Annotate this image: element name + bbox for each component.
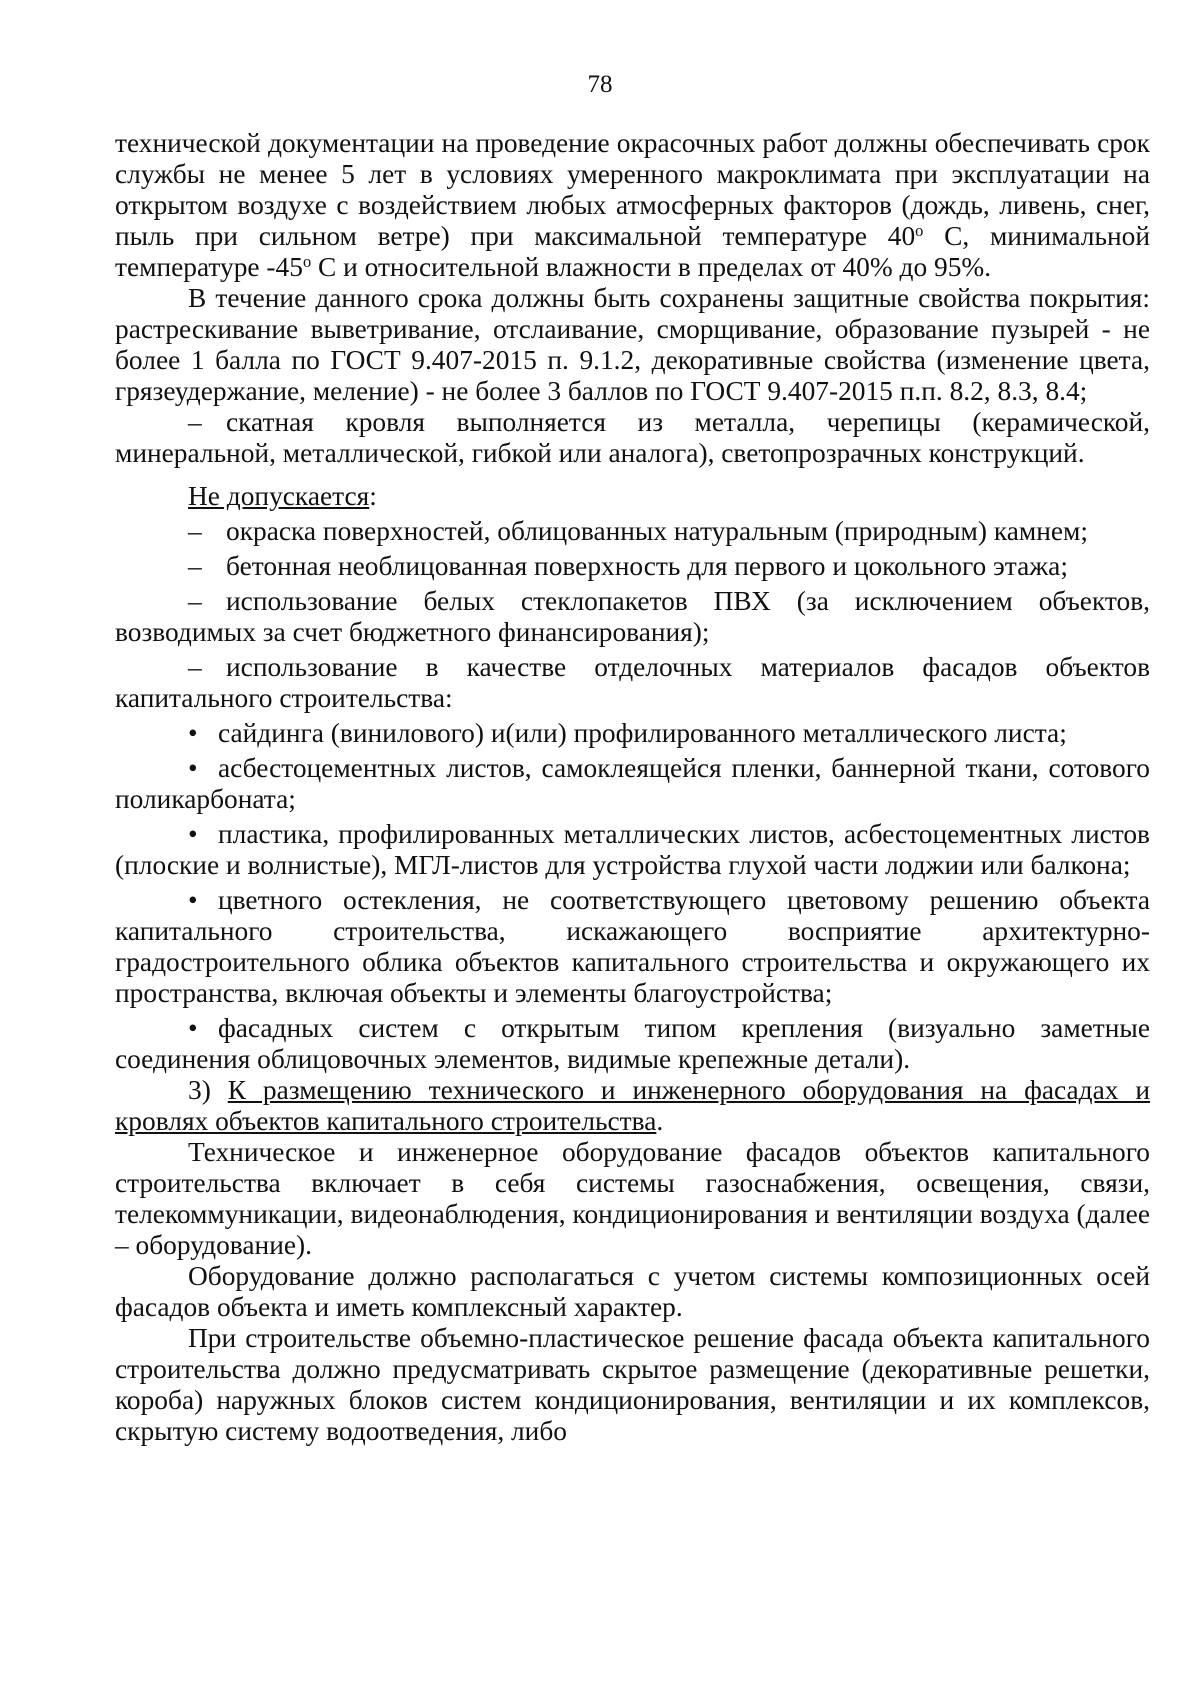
bullet-item-text: пластика, профилированных металлических листов, асбестоцементных листов (плоские и волнистые), МГЛ-листов для устройства глухой части лоджии или балкона; (115, 819, 1150, 880)
bullet-item-text: цветного остекления, не соответствующего цветовому решению объекта капитального строительства, искажающего восприятие архитектурно-градостроительного облика объектов капитального строительства и окружающего их пространства, включая объекты и элементы благоустройства; (115, 885, 1150, 1008)
degree-sign-2: о (302, 251, 312, 271)
section-title: К размещению технического и инженерного оборудования на фасадах и кровлях объектов капитального строительства (115, 1075, 1150, 1136)
page-number: 78 (587, 71, 613, 98)
dash-marker: – (188, 407, 202, 437)
paragraph-1-text-a: технической документации на проведение окрасочных работ должны обеспечивать срок службы не менее 5 лет в условиях умеренного макроклимата при эксплуатации на открытом воздухе с воздействием любых атмосферных факторов (дождь, ливень, снег, пыль при сильном ветре) при максимальной температуре 40 (115, 128, 1150, 251)
list-item (115, 551, 1150, 582)
section-title-end: . (656, 1106, 664, 1136)
list-item-text: использование белых стеклопакетов ПВХ (за исключением объектов, возводимых за счет бюджетного финансирования); (115, 586, 1150, 647)
paragraph-equipment: Техническое и инженерное оборудование фасадов объектов капитального строительства включает в себя системы газоснабжения, освещения, связи, телекоммуникации, видеонаблюдения, кондиционирования и вентиляции воздуха (далее – оборудование). (115, 1137, 1150, 1260)
bullet-item-text: фасадных систем с открытым типом крепления (визуально заметные соединения облицовочных элементов, видимые крепежные детали). (115, 1013, 1150, 1074)
bullet-item-text: асбестоцементных листов, самоклеящейся пленки, баннерной ткани, сотового поликарбоната; (115, 753, 1150, 814)
bullet-item (115, 819, 1150, 881)
document-body (115, 128, 1150, 1447)
paragraph-construction: При строительстве объемно-пластическое решение фасада объекта капитального строительства должно предусматривать скрытое размещение (декоративные решетки, короба) наружных блоков систем кондиционирования, вентиляции и их комплексов, скрытую систему водоотведения, либо (115, 1323, 1150, 1446)
list-item-text: бетонная необлицованная поверхность для первого и цокольного этажа; (226, 551, 1068, 581)
paragraph-continuation (115, 128, 1150, 283)
degree-sign-1: о (915, 220, 924, 240)
paragraph-1-text-b: С, минимальной температуре -45 (115, 221, 1150, 282)
not-allowed-heading-colon: : (369, 481, 377, 511)
list-item (115, 516, 1150, 547)
list-item (115, 586, 1150, 648)
bullet-item-text: сайдинга (винилового) и(или) профилированного металлического листа; (218, 718, 1067, 748)
paragraph-axes: Оборудование должно располагаться с учетом системы композиционных осей фасадов объекта и иметь комплексный характер. (115, 1261, 1150, 1322)
paragraph-1-text-c: С и относительной влажности в пределах от 40% до 95%. (311, 252, 992, 282)
bullet-item (115, 718, 1150, 749)
bullet-marker: • (188, 718, 198, 748)
not-allowed-heading-text: Не допускается (188, 481, 370, 511)
section-heading (115, 1075, 1150, 1137)
dash-marker: – (188, 586, 202, 616)
not-allowed-heading (115, 481, 1150, 512)
paragraph-durability: В течение данного срока должны быть сохранены защитные свойства покрытия: растрескивание выветривание, отслаивание, сморщивание, образование пузырей - не более 1 балла по ГОСТ 9.407-2015 п. 9.1.2, декоративные свойства (изменение цвета, грязеудержание, меление) - не более 3 баллов по ГОСТ 9.407-2015 п.п. 8.2, 8.3, 8.4; (115, 283, 1150, 406)
section-number: 3) (188, 1075, 211, 1105)
list-item-text: окраска поверхностей, облицованных натуральным (природным) камнем; (226, 516, 1088, 546)
dash-marker: – (188, 652, 202, 682)
dash-marker: – (188, 551, 202, 581)
bullet-item (115, 753, 1150, 815)
bullet-item (115, 885, 1150, 1009)
paragraph-roof (115, 407, 1150, 469)
bullet-item (115, 1013, 1150, 1075)
paragraph-roof-text: скатная кровля выполняется из металла, черепицы (керамической, минеральной, металлической, гибкой или аналога), светопрозрачных конструкций. (115, 407, 1150, 468)
bullet-marker: • (188, 753, 198, 783)
list-item (115, 652, 1150, 714)
bullet-marker: • (188, 885, 198, 915)
list-item-text: использование в качестве отделочных материалов фасадов объектов капитального строительства: (115, 652, 1150, 713)
bullet-marker: • (188, 819, 198, 849)
dash-marker: – (188, 516, 202, 546)
bullet-marker: • (188, 1013, 198, 1043)
